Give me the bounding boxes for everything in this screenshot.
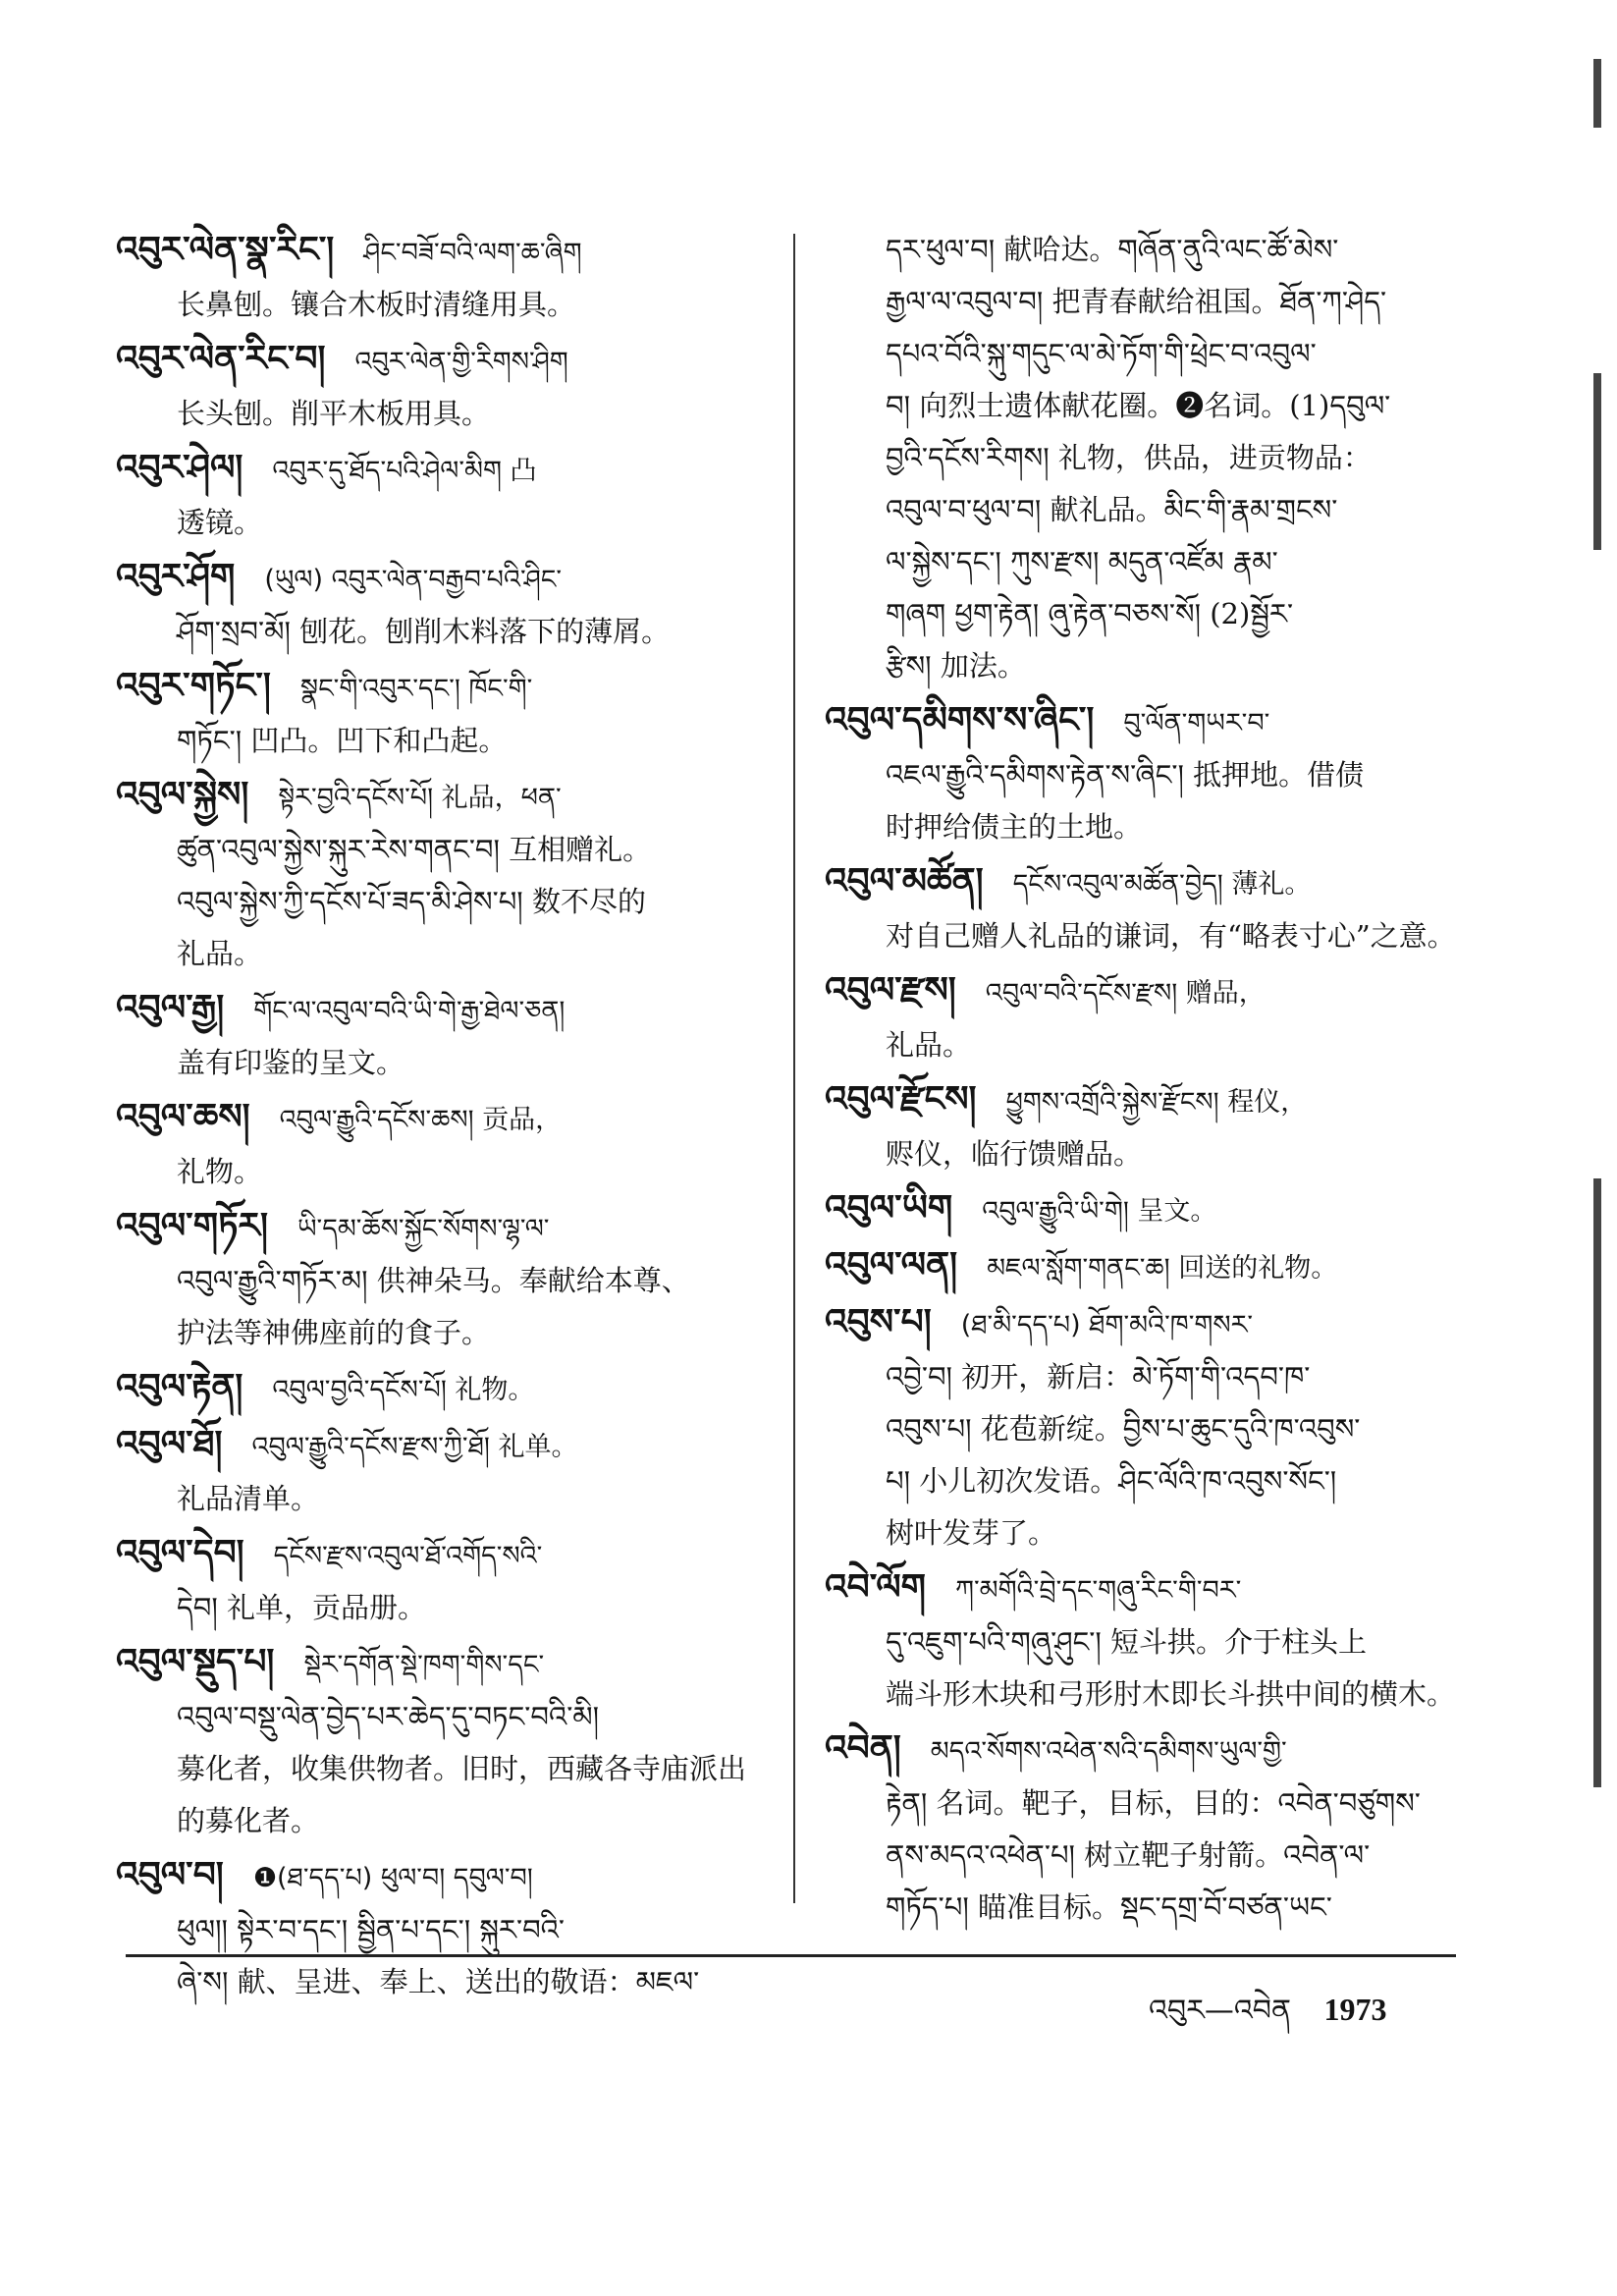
entry-line: ཕུལ།། སྟེར་བ་དང་། སྦྱིན་པ་དང་། སྐུར་བའི་ <box>177 1913 566 1946</box>
entry-headword: འབུལ་རྫས། <box>825 970 956 1011</box>
entry-line: གཏོང་། 凹凸。凹下和凸起。 <box>177 724 508 757</box>
entry-headword: འབུར་ལེན་རིང་བ། <box>116 339 326 379</box>
page-number: 1973 <box>1323 1992 1387 2027</box>
dictionary-entry <box>825 1239 1473 1294</box>
dictionary-entry <box>116 769 764 980</box>
entry-headword: འབུར་ཤེལ། <box>116 448 243 488</box>
entry-line: 赆仪，临行馈赠品。 <box>886 1137 1143 1171</box>
dictionary-entry <box>116 333 764 440</box>
entry-line: རྒྱལ་ལ་འབུལ་བ། 把青春献给祖国。ཐོན་ཀ་ཤེད་ <box>886 285 1387 318</box>
entry-line: ཡི་དམ་ཆོས་སྐྱོང་སོགས་ལྷ་ལ་ <box>296 1214 550 1244</box>
dictionary-entry <box>116 1849 764 2008</box>
entry-line: དངོས་རྫས་འབུལ་ཐོ་འགོད་སའི་ <box>273 1541 543 1571</box>
column-divider <box>793 234 795 1903</box>
entry-line: 礼品。 <box>177 937 263 970</box>
scan-edge-mark <box>1593 59 1601 128</box>
entry-line: དངོས་འབུལ་མཚོན་བྱེད། 薄礼。 <box>1012 869 1312 900</box>
entry-line: 募化者，收集供物者。旧时，西藏各寺庙派出 <box>177 1752 747 1785</box>
entry-line: མཇལ་སློག་གནང་ཆ། 回送的礼物。 <box>987 1253 1338 1284</box>
dictionary-entry <box>825 855 1473 962</box>
dictionary-entry <box>116 1527 764 1634</box>
entry-headword: འབུལ་དམིགས་ས་ཞིང་། <box>825 700 1095 740</box>
dictionary-entry <box>825 224 1473 692</box>
entry-line: རྩིས། 加法。 <box>886 649 1026 683</box>
entry-line: 端斗形木块和弓形肘木即长斗拱中间的横木。 <box>886 1677 1456 1711</box>
running-head-range: འབུར—འབེན <box>1149 1994 1291 2028</box>
dictionary-entry <box>825 1561 1473 1721</box>
entry-line: འབུར་དུ་ཐོད་པའི་ཤེལ་མིག 凸 <box>272 456 537 486</box>
entry-line: 透镜。 <box>177 506 263 539</box>
entry-headword: འབུལ་སྐྱེས། <box>116 775 249 815</box>
entry-headword: འབེ་ལོག <box>825 1567 926 1608</box>
entry-headword: འབུལ་རྒྱ། <box>116 988 225 1028</box>
entry-line: སྣང་གི་འབུར་དང་། ཁོང་གི་ <box>299 674 533 704</box>
dictionary-entry <box>116 660 764 767</box>
entry-line: འབུལ་སྐྱེས་ཀྱི་དངོས་པོ་ཟད་མི་ཤེས་པ། 数不尽的 <box>177 885 646 918</box>
entry-line: འབུལ་བསྡུ་ལེན་བྱེད་པར་ཆེད་དུ་བཏང་བའི་མི། <box>177 1700 600 1733</box>
entry-line: 时押给债主的土地。 <box>886 810 1143 844</box>
dictionary-entry <box>116 1361 764 1416</box>
dictionary-entry <box>116 224 764 331</box>
entry-headword: འབུར་ལེན་སྣ་རིང་། <box>116 230 335 270</box>
entry-line: ཤོག་སྲབ་མོ། 刨花。刨削木料落下的薄屑。 <box>177 615 671 648</box>
entry-headword: འབུལ་གཏོར། <box>116 1206 268 1246</box>
entry-line: འབུལ་རྒྱུའི་ཡི་གེ། 呈文。 <box>982 1196 1217 1227</box>
entry-line: ཞེ་ས། 献、呈进、奉上、送出的敬语：མཇལ་ <box>177 1965 700 1998</box>
entry-line: 树叶发芽了。 <box>886 1516 1057 1550</box>
scan-edge-mark <box>1593 373 1601 550</box>
entry-line: མདའ་སོགས་འཕེན་སའི་དམིགས་ཡུལ་གྱི་ <box>930 1736 1287 1767</box>
dictionary-entry <box>825 1722 1473 1934</box>
entry-line: འབུལ་རྒྱུའི་དངོས་ཆས། 贡品， <box>279 1105 563 1135</box>
entry-line: དར་ཕུལ་བ། 献哈达。གཞོན་ནུའི་ལང་ཚོ་མེས་ <box>886 233 1339 266</box>
entry-headword: འབུལ་སྡུད་པ། <box>116 1642 275 1682</box>
entry-line: དཔའ་བོའི་སྐུ་གདུང་ལ་མེ་ཏོག་གི་ཕྲེང་བ་འབུལ་ <box>886 337 1317 370</box>
entry-headword: འབུལ་དེབ། <box>116 1533 244 1573</box>
entry-line: འབུལ་རྒྱུའི་གཏོར་མ། 供神朵马。奉献给本尊、 <box>177 1264 690 1297</box>
entry-line: སྡེར་དགོན་སྡེ་ཁག་གིས་དང་ <box>303 1650 545 1680</box>
entry-line: གོང་ལ་འབུལ་བའི་ཡི་གེ་རྒྱ་ཐེལ་ཅན། <box>253 996 566 1026</box>
dictionary-entry <box>825 1073 1473 1180</box>
dictionary-entry <box>116 1418 764 1525</box>
entry-line: དེབ། 礼单，贡品册。 <box>177 1591 427 1624</box>
dictionary-entry <box>825 694 1473 853</box>
dictionary-entry <box>116 982 764 1089</box>
entry-line: ཕྱུགས་འགྲོའི་སྐྱེས་རྫོངས། 程仪， <box>1005 1087 1308 1118</box>
right-column <box>825 224 1473 1936</box>
entry-line: འབུལ་བ་ཕུལ་བ། 献礼品。མིང་གི་རྣམ་གྲངས་ <box>886 493 1338 526</box>
entry-line: རྟེན། 名词。靶子，目标，目的：འབེན་བཙུགས་ <box>886 1786 1421 1820</box>
entry-line: 的募化者。 <box>177 1804 320 1837</box>
scan-edge-mark <box>1593 1178 1601 1787</box>
entry-line: འབུར་ལེན་གྱི་རིགས་ཤིག <box>354 347 568 377</box>
entry-line: 礼品清单。 <box>177 1482 320 1515</box>
entry-line: 盖有印鉴的呈文。 <box>177 1046 405 1079</box>
dictionary-entry <box>825 964 1473 1071</box>
entry-line: པ། 小儿初次发语。ཤིང་ལོའི་ཁ་འབུས་སོང་། <box>886 1464 1337 1498</box>
entry-line: (ཐ་མི་དད་པ) ཐོག་མའི་ཁ་གསར་ <box>960 1310 1254 1340</box>
entry-headword: འབུལ་མཚོན། <box>825 861 984 902</box>
entry-line: 对自己赠人礼品的谦词，有“略表寸心”之意。 <box>886 919 1456 953</box>
entry-line: འབུལ་བྱའི་དངོས་པོ། 礼物。 <box>272 1375 535 1405</box>
entry-headword: འབུར་གཏོང་། <box>116 666 271 706</box>
entry-line: འབུས་པ། 花苞新绽。བྱིས་པ་ཆུང་དུའི་ཁ་འབུས་ <box>886 1412 1361 1446</box>
entry-headword: འབུལ་ཆས། <box>116 1097 250 1137</box>
entry-line: གཞག ཕྱག་རྟེན། ཞུ་རྟེན་བཅས་སོ། (2)སྦྱོར་ <box>886 597 1294 630</box>
entry-line: བྱའི་དངོས་རིགས། 礼物，供品，进贡物品： <box>886 441 1372 474</box>
entry-line: སྟེར་བྱའི་དངོས་པོ། 礼品，ཕན་ <box>278 783 562 813</box>
entry-headword: འབུར་ཤོག <box>116 557 236 597</box>
entry-line: ནས་མདའ་འཕེན་པ། 树立靶子射箭。འབེན་ལ་ <box>886 1838 1371 1872</box>
entry-line: བུ་ལོན་གཡར་བ་ <box>1123 708 1270 738</box>
entry-line: (ཡུལ) འབུར་ལེན་བརྒྱབ་པའི་ཤིང་ <box>264 565 563 595</box>
dictionary-entry <box>116 442 764 549</box>
dictionary-entry <box>825 1296 1473 1559</box>
dictionary-entry <box>116 1636 764 1847</box>
entry-line: དུ་འཇུག་པའི་གཞུ་ཤུང་། 短斗拱。介于柱头上 <box>886 1625 1368 1659</box>
entry-line: གཏོད་པ། 瞄准目标。སྡང་དགྲ་བོ་བཙན་ཡང་ <box>886 1890 1332 1924</box>
entry-line: ཤིང་བཟོ་བའི་ལག་ཆ་ཞིག <box>363 238 582 268</box>
dictionary-entry <box>116 1200 764 1359</box>
entry-headword: འབུལ་རྟེན། <box>116 1367 243 1407</box>
entry-headword: འབུས་པ། <box>825 1302 932 1342</box>
entry-line: བ། 向烈士遗体献花圈。❷名词。(1)དབུལ་ <box>886 389 1391 422</box>
dictionary-entry <box>116 1091 764 1198</box>
entry-line: ❶(ཐ་དད་པ) ཕུལ་བ། དབུལ་བ། <box>252 1863 533 1893</box>
entry-headword: འབུལ་ཡིག <box>825 1188 953 1229</box>
entry-line: 礼品。 <box>886 1028 972 1062</box>
entry-line: འབྱེ་བ། 初开，新启：མེ་ཏོག་གི་འདབ་ཁ་ <box>886 1360 1311 1394</box>
entry-line: ལ་སྐྱེས་དང་། ཀུས་རྫས། མདུན་འཛོམ རྣམ་ <box>886 545 1278 578</box>
entry-headword: འབུལ་ལན། <box>825 1245 958 1285</box>
entry-headword: འབུལ་ཐོ། <box>116 1424 223 1464</box>
entry-line: 长鼻刨。镶合木板时清缝用具。 <box>177 288 576 321</box>
footer-rule <box>126 1954 1456 1957</box>
dictionary-entry <box>116 551 764 658</box>
entry-line: ཚུན་འབུལ་སྐྱེས་སྐུར་རེས་གནང་བ། 互相赠礼。 <box>177 833 652 866</box>
entry-headword: འབུལ་བ། <box>116 1855 224 1895</box>
entry-line: འཇལ་རྒྱུའི་དམིགས་རྟེན་ས་ཞིང་། 抵押地。借债 <box>886 758 1365 792</box>
entry-headword: འབུལ་རྫོངས། <box>825 1079 977 1120</box>
entry-line: ཀ་མགོའི་བྲེ་དང་གཞུ་རིང་གི་བར་ <box>955 1575 1242 1606</box>
entry-line: 护法等神佛座前的食子。 <box>177 1316 491 1349</box>
dictionary-entry <box>825 1182 1473 1237</box>
entry-line: འབུལ་བའི་དངོས་རྫས། 赠品， <box>985 978 1266 1009</box>
entry-line: 长头刨。削平木板用具。 <box>177 397 491 430</box>
entry-headword: འབེན། <box>825 1728 901 1769</box>
entry-line: 礼物。 <box>177 1155 263 1188</box>
left-column <box>116 224 764 2010</box>
page-footer <box>1149 1978 1387 2060</box>
entry-line: འབུལ་རྒྱུའི་དངོས་རྫས་ཀྱི་ཐོ། 礼单。 <box>251 1432 578 1462</box>
